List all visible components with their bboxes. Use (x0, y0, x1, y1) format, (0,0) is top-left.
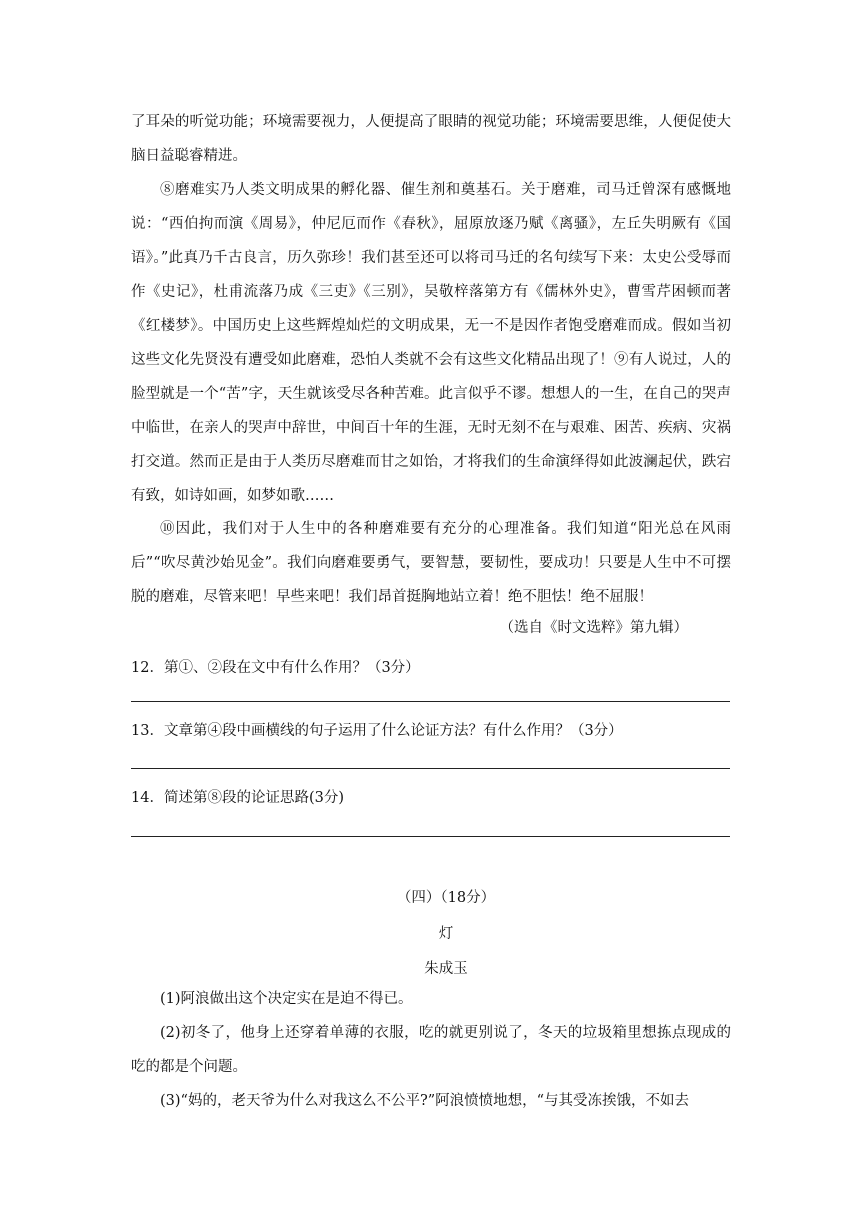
answer-line-13[interactable] (131, 768, 730, 769)
story-paragraph-2: (2)初冬了，他身上还穿着单薄的衣服，吃的就更别说了，冬天的垃圾箱里想拣点现成的吃的都是个问题。 (131, 1025, 731, 1075)
question-14: 14．简述第⑧段的论证思路(3分) (131, 790, 344, 806)
story-title: 灯 (438, 926, 454, 942)
passage-paragraph-8: ⑧磨难实乃人类文明成果的孵化器、催生剂和奠基石。关于磨难，司马迁曾深有感慨地说：“西伯拘而演《周易》，仲尼厄而作《春秋》，屈原放逐乃赋《离骚》，左丘失明厥有《国语》。”此真乃千古良言，历久弥珍！我们甚至还可以将司马迁的名句续写下来：太史公受辱而作《史记》，杜甫流落乃成《三吏》《三别》，吴敬梓落第方有《儒林外史》，曹雪芹困顿而著《红楼梦》。中国历史上这些辉煌灿烂的文明成果，无一不是因作者饱受磨难而成。假如当初这些文化先贤没有遭受如此磨难，恐怕人类就不会有这些文化精品出现了！⑨有人说过，人的脸型就是一个“苦”字，天生就该受尽各种苦难。此言似乎不谬。想想人的一生，在自己的哭声中临世，在亲人的哭声中辞世，中间百十年的生涯，无时无刻不在与艰难、困苦、疾病、灾祸打交道。然而正是由于人类历尽磨难而甘之如饴，才将我们的生命演绎得如此波澜起伏，跌宕有致，如诗如画，如梦如歌…… (131, 182, 731, 504)
story-author: 朱成玉 (424, 961, 468, 977)
passage-source: （选自《时文选粹》第九辑） (499, 620, 688, 636)
passage-paragraph-continuation: 了耳朵的听觉功能；环境需要视力，人便提高了眼睛的视觉功能；环境需要思维，人便促使大脑日益聪睿精进。 (131, 114, 731, 164)
story-paragraph-1: (1)阿浪做出这个决定实在是迫不得已。 (160, 991, 413, 1007)
question-12: 12．第①、②段在文中有什么作用？（3分） (131, 660, 420, 676)
section-heading: （四）（18分） (396, 890, 496, 906)
story-paragraph-3: (3)“妈的，老天爷为什么对我这么不公平?”阿浪愤愤地想，“与其受冻挨饿，不如去 (160, 1093, 690, 1109)
question-13: 13．文章第④段中画横线的句子运用了什么论证方法？有什么作用？（3分） (131, 723, 623, 739)
passage-paragraph-10: ⑩因此，我们对于人生中的各种磨难要有充分的心理准备。我们知道“阳光总在风雨后”“吹尽黄沙始见金”。我们向磨难要勇气，要智慧，要韧性，要成功！只要是人生中不可摆脱的磨难，尽管来吧！早些来吧！我们昂首挺胸地站立着！绝不胆怯！绝不屈服！ (131, 521, 731, 605)
answer-line-12[interactable] (131, 701, 730, 702)
answer-line-14[interactable] (131, 836, 730, 837)
